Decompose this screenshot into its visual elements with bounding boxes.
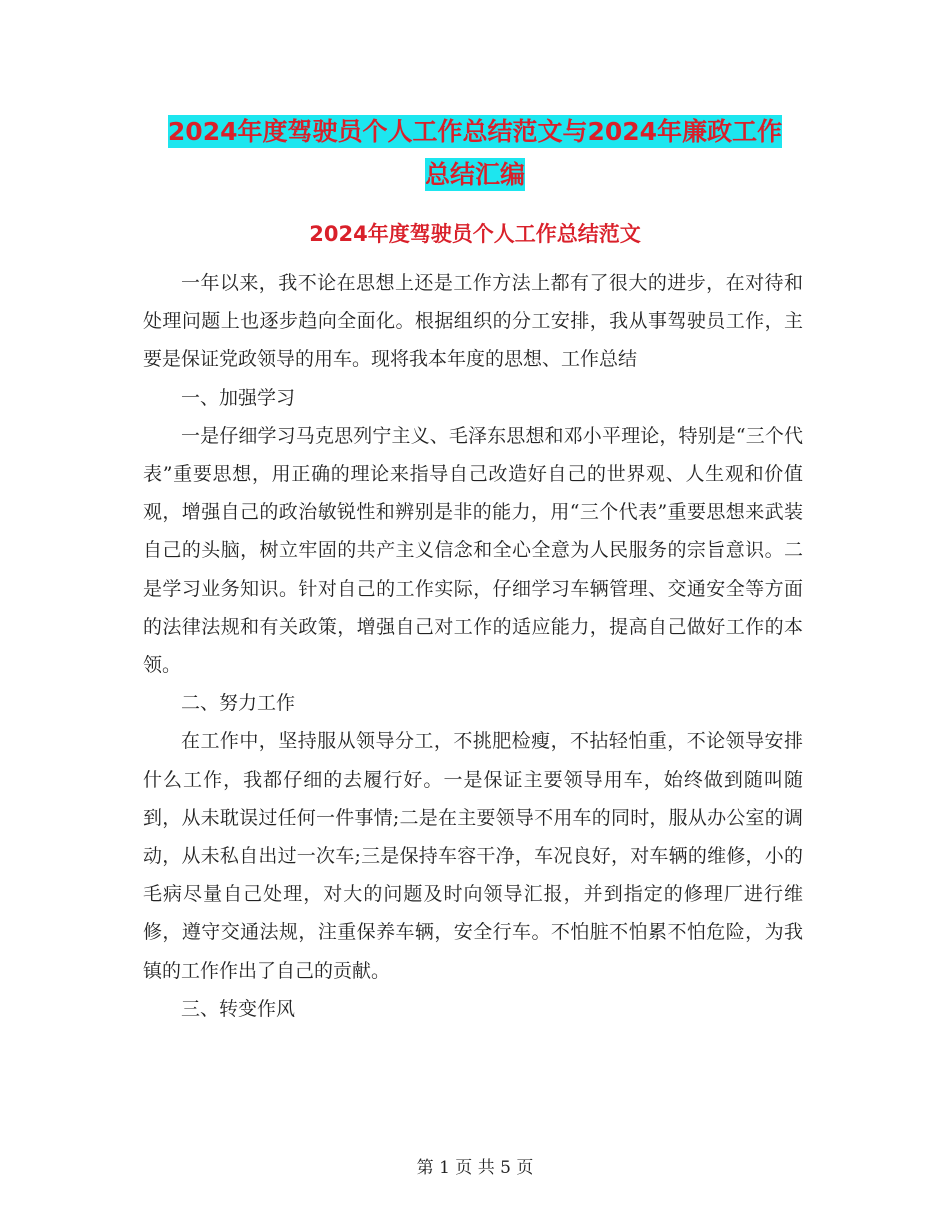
title-line-2: 总结汇编 bbox=[424, 160, 525, 189]
heading-work: 二、努力工作 bbox=[181, 692, 296, 715]
heading-study: 一、加强学习 bbox=[181, 386, 296, 409]
paragraph-study: 一是仔细学习马克思列宁主义、毛泽东思想和邓小平理论，特别是“三个代表”重要思想，用正确的理论来指导自己改造好自己的世界观、人生观和价值观，增强自己的政治敏锐性和辨别是非的能力，用“三个代表”重要思想来武装自己的头脑，树立牢固的共产主义信念和全心全意为人民服务的宗旨意识。二是学习业务知识。针对自己的工作实际，仔细学习车辆管理、交通安全等方面的法律法规和有关政策，增强自己对工作的适应能力，提高自己做好工作的本领。 bbox=[143, 424, 803, 677]
paragraph-work: 在工作中，坚持服从领导分工，不挑肥检瘦，不拈轻怕重，不论领导安排什么工作，我都仔细的去履行好。一是保证主要领导用车，始终做到随叫随到，从未耽误过任何一件事情;二是在主要领导不用车的同时，服从办公室的调动，从未私自出过一次车;三是保持车容干净，车况良好，对车辆的维修，小的毛病尽量自己处理，对大的问题及时向领导汇报，并到指定的修理厂进行维修，遵守交通法规，注重保养车辆，安全行车。不怕脏不怕累不怕危险，为我镇的工作作出了自己的贡献。 bbox=[143, 730, 803, 982]
page-number: 第 1 页 共 5 页 bbox=[416, 1158, 534, 1178]
paragraph-intro: 一年以来，我不论在思想上还是工作方法上都有了很大的进步，在对待和处理问题上也逐步趋向全面化。根据组织的分工安排，我从事驾驶员工作，主要是保证党政领导的用车。现将我本年度的思想、工作总结 bbox=[143, 272, 803, 371]
section-title: 2024年度驾驶员个人工作总结范文 bbox=[309, 222, 641, 246]
heading-style: 三、转变作风 bbox=[181, 997, 296, 1020]
document-body bbox=[143, 264, 803, 1028]
title-line-1: 2024年度驾驶员个人工作总结范文与2024年廉政工作 bbox=[167, 117, 783, 146]
document-title bbox=[140, 110, 810, 196]
